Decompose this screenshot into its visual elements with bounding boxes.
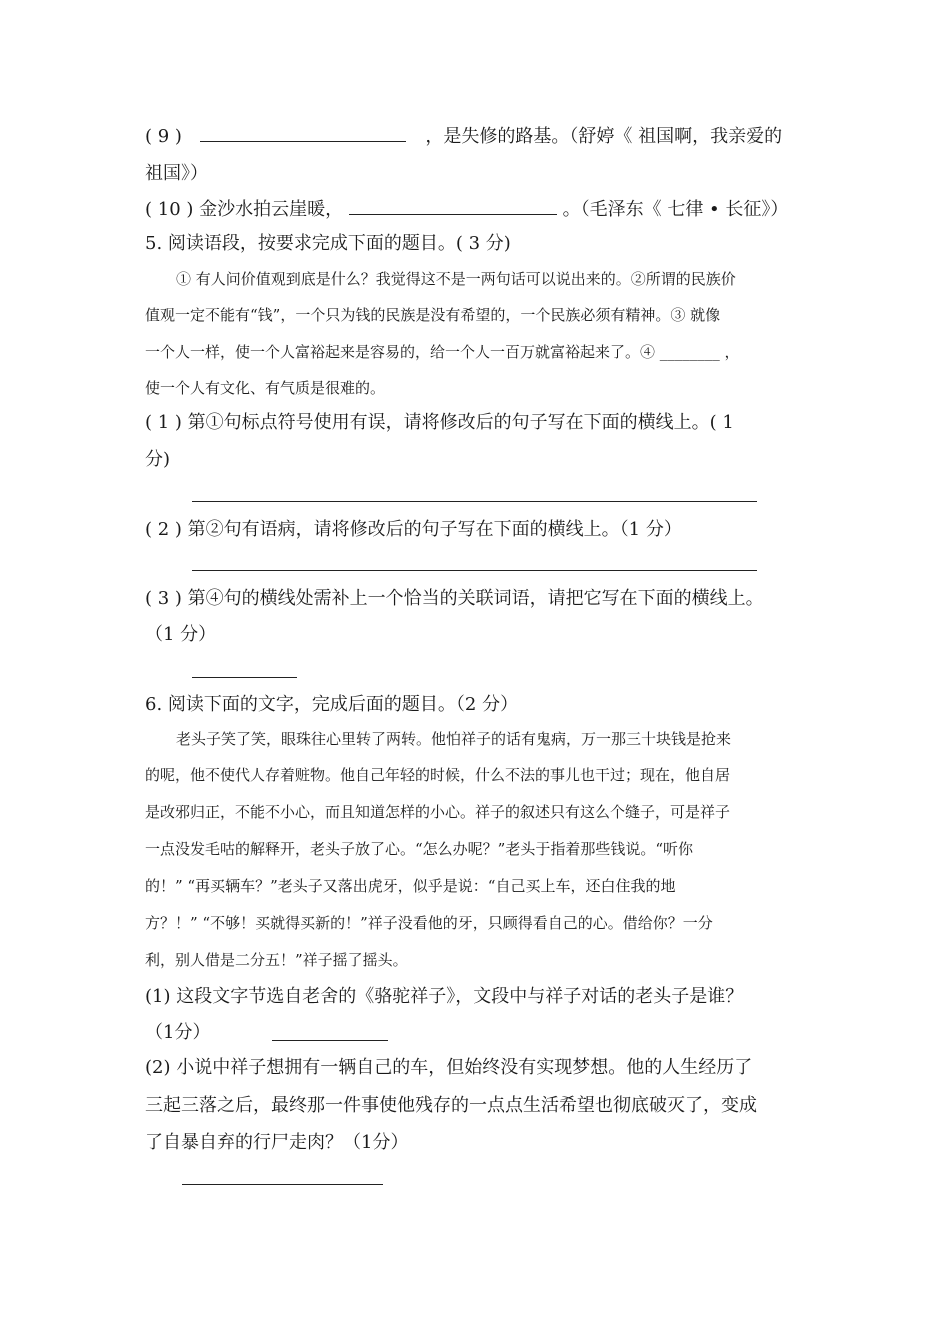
q5-sub2: ( 2 ) 第②句有语病，请将修改后的句子写在下面的横线上。（1 分）: [145, 519, 682, 540]
q6-sub1-answer-line[interactable]: [272, 1040, 388, 1041]
q6-passage-line: 老头子笑了笑，眼珠往心里转了两转。他怕祥子的话有鬼病，万一那三十块钱是抢来: [176, 730, 732, 748]
q6-passage-line: 是改邪归正，不能不小心，而且知道怎样的小心。祥子的叙述只有这么个缝子，可是祥子: [145, 803, 731, 821]
q6-sub2: (2) 小说中祥子想拥有一辆自己的车，但始终没有实现梦想。他的人生经历了: [145, 1057, 753, 1078]
q6-passage-line: 的！” “再买辆车？”老头子又落出虎牙，似乎是说：“自己买上车，还白住我的地: [145, 877, 676, 895]
q5-sub1-answer-line[interactable]: [192, 501, 757, 502]
q4-item10: [145, 199, 788, 221]
q5-sub3: ( 3 ) 第④句的横线处需补上一个恰当的关联词语，请把它写在下面的横线上。: [145, 588, 764, 609]
item9-answer-blank[interactable]: [200, 127, 406, 142]
q5-passage-line: ① 有人问价值观到底是什么？我觉得这不是一两句话可以说出来的。②所谓的民族价: [176, 270, 736, 288]
q6-sub1: (1) 这段文字节选自老舍的《骆驼祥子》，文段中与祥子对话的老头子是谁？: [145, 986, 744, 1007]
q5-sub2-answer-line[interactable]: [192, 570, 757, 571]
q5-sub3-answer-line[interactable]: [192, 677, 297, 678]
q6-sub2-cont: 了自暴自弃的行尸走肉？（1分）: [145, 1132, 409, 1153]
q6-passage-line: 的呢，他不使代人存着赃物。他自己年轻的时候，什么不法的事儿也干过；现在，他自居: [145, 766, 731, 784]
q6-sub1-cont: （1分）: [145, 1022, 211, 1043]
q4-item9-cont: 祖国》）: [145, 163, 208, 184]
q5-heading: 5. 阅读语段，按要求完成下面的题目。( 3 分): [145, 233, 511, 254]
q5-sub3-cont: （1 分）: [145, 624, 217, 645]
q5-sub1-cont: 分): [145, 449, 171, 470]
q6-sub2-answer-line[interactable]: [182, 1184, 383, 1185]
q4-item9: [145, 126, 782, 148]
q6-passage-line: 方？！” “不够！买就得买新的！”祥子没看他的牙，只顾得看自己的心。借给你？一分: [145, 914, 713, 932]
item9-source: ，是失修的路基。（舒婷《 祖国啊，我亲爱的: [425, 126, 783, 147]
item9-number: ( 9 ): [145, 126, 182, 147]
q5-sub1: ( 1 ) 第①句标点符号使用有误，请将修改后的句子写在下面的横线上。( 1: [145, 412, 734, 433]
item10-answer-blank[interactable]: [349, 200, 557, 215]
item10-source: 。（毛泽东《 七律 • 长征》）: [562, 199, 789, 220]
q5-passage-line: 使一个人有文化、有气质是很难的。: [145, 379, 386, 397]
q6-passage-line: 利，别人借是二分五！”祥子摇了摇头。: [145, 951, 408, 969]
q6-heading: 6. 阅读下面的文字，完成后面的题目。（2 分）: [145, 694, 519, 715]
q6-sub2-cont: 三起三落之后，最终那一件事使他残存的一点点生活希望也彻底破灭了，变成: [145, 1095, 757, 1116]
q5-passage-line: 值观一定不能有“钱”，一个只为钱的民族是没有希望的，一个民族必须有精神。③ 就像: [145, 306, 721, 324]
q5-passage-line: 一个人一样，使一个人富裕起来是容易的，给一个人一百万就富裕起来了。④ ________ ，: [145, 343, 740, 361]
q6-passage-line: 一点没发毛咕的解释开，老头子放了心。“怎么办呢？”老头于指着那些钱说。“听你: [145, 840, 694, 858]
item10-text: ( 10 ) 金沙水拍云崖暖，: [145, 199, 344, 220]
